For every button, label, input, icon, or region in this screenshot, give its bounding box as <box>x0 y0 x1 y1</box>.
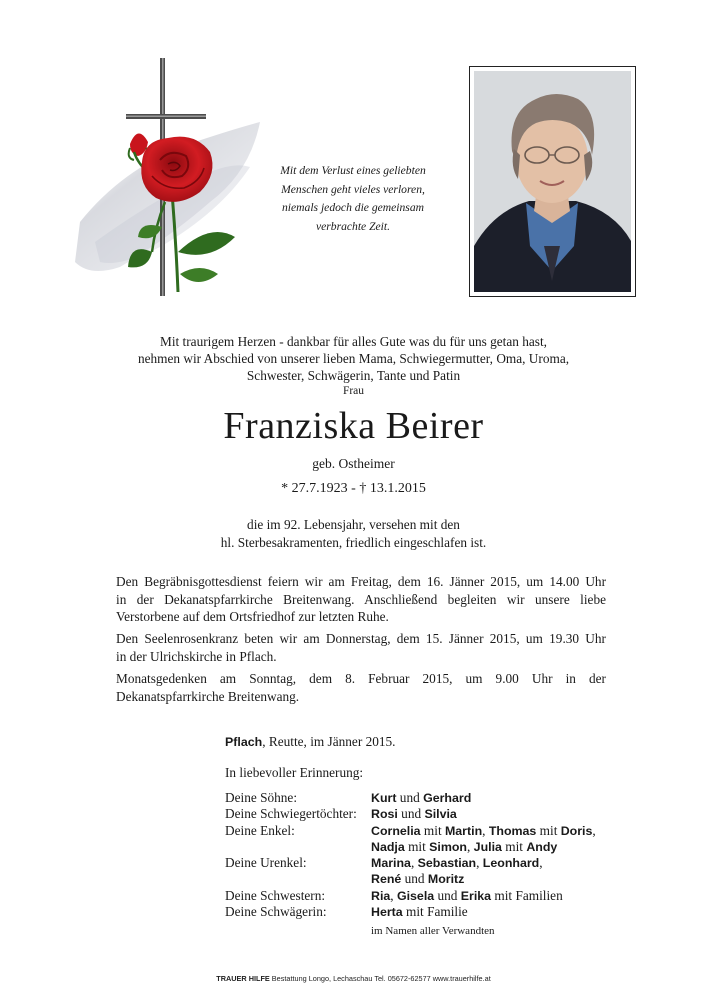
cross-rose-decoration <box>60 52 280 322</box>
paragraph-line: Dekanatspfarrkirche Breitenwang. <box>116 688 300 704</box>
life-dates: * 27.7.1923 - † 13.1.2015 <box>281 481 426 496</box>
quote-line: niemals jedoch die gemeinsam <box>282 201 424 214</box>
relation-label: Deine Schwägerin: <box>225 904 327 920</box>
connector: mit Familie <box>402 904 468 920</box>
relation-names <box>371 904 468 920</box>
connector: mit <box>404 838 430 854</box>
mourner-row-great-grandchildren <box>225 855 543 871</box>
connector: , <box>467 838 474 854</box>
memory-line: In liebevoller Erinnerung: <box>225 765 364 780</box>
connector: und <box>396 790 424 805</box>
relation-label: Deine Enkel: <box>225 822 295 838</box>
memorial-paragraph <box>116 670 606 705</box>
connector: mit Familien <box>491 887 563 903</box>
mourner-name: Gisela <box>396 888 435 903</box>
mourner-name: Marina <box>371 856 411 871</box>
mourner-name: Doris <box>560 823 593 838</box>
cross-rose-icon <box>60 52 280 322</box>
relation-names <box>371 888 563 904</box>
portrait-icon <box>474 71 631 292</box>
memorial-quote <box>258 162 448 236</box>
mourner-name: Leonhard <box>482 856 540 871</box>
footer-contact: Bestattung Longo, Lechaschau Tel. 05672-62577 www.trauerhilfe.at <box>269 974 491 983</box>
connector: , <box>592 822 596 838</box>
mourner-name: Silvia <box>424 807 457 822</box>
mourner-name: Rosi <box>371 807 398 822</box>
paragraph-line: Den Begräbnisgottesdienst feiern wir am Freitag, dem 16. Jänner 2015, um 14.00 Uhr <box>116 574 606 589</box>
relation-names <box>371 871 464 887</box>
mourner-row-sister-in-law <box>225 904 468 920</box>
intro-line: Mit traurigem Herzen - dankbar für alles Gute was du für uns getan hast, <box>160 334 547 349</box>
relation-names <box>371 855 543 871</box>
relation-label: Deine Schwiegertöchter: <box>225 806 357 822</box>
intro-line: nehmen wir Abschied von unserer lieben Mama, Schwiegermutter, Oma, Uroma, <box>137 351 570 366</box>
relation-names <box>371 839 557 855</box>
mourner-name: Kurt <box>371 791 397 805</box>
connector: , <box>482 822 489 838</box>
rosary-paragraph <box>116 630 606 665</box>
paragraph-line: in der Ulrichskirche in Pflach. <box>116 648 277 664</box>
place-date <box>225 734 396 750</box>
mourner-name: Moritz <box>427 872 465 887</box>
mourners-list <box>225 790 596 920</box>
deceased-name: Franziska Beirer <box>223 405 484 447</box>
intro-line: Schwester, Schwägerin, Tante und Patin <box>246 368 461 383</box>
relation-names <box>371 806 457 822</box>
paragraph-line: in der Dekanatspfarrkirche Breitenwang. Anschließend begleiten wir unsere liebe <box>116 591 606 607</box>
mourner-name: Andy <box>526 839 558 854</box>
mourner-name: Sebastian <box>417 856 477 871</box>
mourner-name: Julia <box>473 839 502 854</box>
mourner-row-grandchildren <box>225 822 596 839</box>
birth-name: geb. Ostheimer <box>312 456 395 471</box>
connector: mit <box>420 822 445 838</box>
mourner-row-grandchildren-cont <box>225 838 558 855</box>
connector: , <box>390 887 397 903</box>
portrait-photo <box>469 66 636 297</box>
mourner-row-great-grandchildren-cont <box>225 871 465 887</box>
relation-label: Deine Urenkel: <box>225 855 307 871</box>
salutation: Frau <box>342 385 365 397</box>
intro-text <box>60 333 647 384</box>
mourner-name: Cornelia <box>371 823 421 838</box>
paragraph-line: Den Seelenrosenkranz beten wir am Donnerstag, dem 15. Jänner 2015, um 19.30 Uhr <box>116 631 606 646</box>
age-line: die im 92. Lebensjahr, versehen mit den <box>247 517 460 532</box>
mourner-name: Martin <box>444 823 483 838</box>
relation-names <box>371 790 471 806</box>
mourner-row-sons <box>225 790 472 806</box>
relation-label: Deine Söhne: <box>225 790 298 805</box>
connector: und <box>434 887 461 903</box>
quote-line: Menschen geht vieles verloren, <box>281 182 425 196</box>
connector: , <box>539 855 543 871</box>
connector: , <box>476 855 483 871</box>
mourner-name: Simon <box>429 839 468 854</box>
mourner-name: René <box>371 872 402 887</box>
quote-line: Mit dem Verlust eines geliebten <box>280 164 426 177</box>
footer-brand: TRAUER HILFE <box>216 974 270 983</box>
all-relatives-note: im Namen aller Verwandten <box>371 925 495 937</box>
age-line: hl. Sterbesakramenten, friedlich eingeschlafen ist. <box>220 535 487 550</box>
connector: mit <box>536 822 561 838</box>
footer <box>0 974 707 983</box>
mourner-name: Nadja <box>371 839 405 854</box>
mourner-name: Herta <box>371 905 403 920</box>
place-rest: , Reutte, im Jänner 2015. <box>262 734 396 749</box>
paragraph-line: Verstorbene auf dem Ortsfriedhof zur letzten Ruhe. <box>116 609 389 624</box>
mourner-name: Ria <box>371 888 391 903</box>
relation-label: Deine Schwestern: <box>225 887 326 903</box>
connector: mit <box>501 838 527 854</box>
place-name: Pflach <box>225 735 263 749</box>
connector: und <box>397 806 425 822</box>
mourner-row-daughters-in-law <box>225 806 457 822</box>
age-text <box>0 516 707 552</box>
mourner-name: Thomas <box>488 823 537 838</box>
mourner-row-sisters <box>225 887 563 904</box>
funeral-paragraph <box>116 573 606 626</box>
connector: und <box>401 871 428 887</box>
paragraph-line: Monatsgedenken am Sonntag, dem 8. Februar 2015, um 9.00 Uhr in der <box>116 671 606 686</box>
quote-line: verbrachte Zeit. <box>315 219 391 233</box>
mourner-name: Erika <box>460 888 492 903</box>
connector: , <box>410 855 418 871</box>
mourner-name: Gerhard <box>423 791 472 805</box>
relation-names <box>371 823 596 839</box>
